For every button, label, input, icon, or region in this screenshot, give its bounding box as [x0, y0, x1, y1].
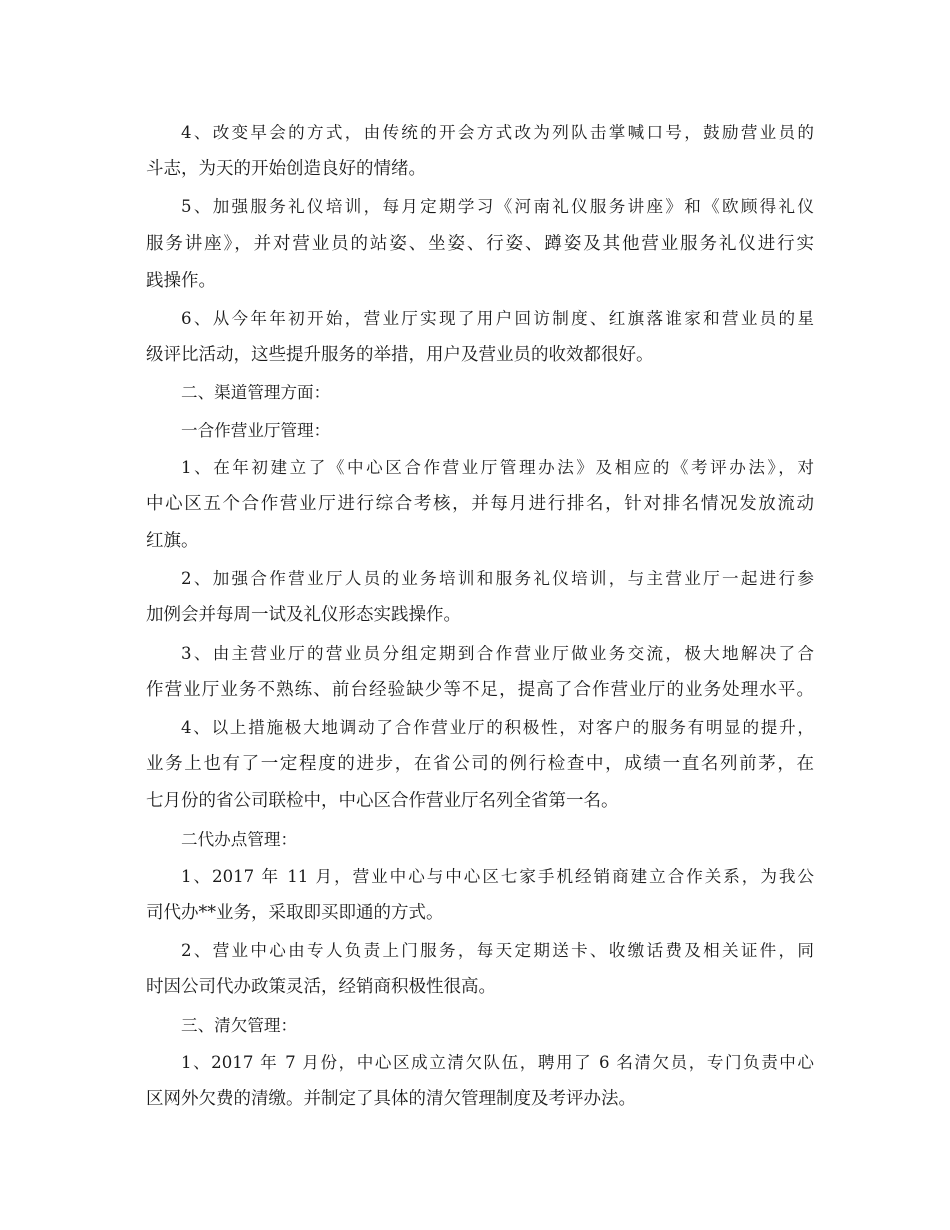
- text-line: 1、2017 年 11 月，营业中心与中心区七家手机经销商建立合作关系，为我公: [181, 866, 814, 886]
- text-line: 司代办**业务，采取即买即通的方式。: [146, 902, 444, 923]
- text-line: 区网外欠费的清缴。并制定了具体的清欠管理制度及考评办法。: [146, 1088, 636, 1109]
- text-line: 5、加强服务礼仪培训，每月定期学习《河南礼仪服务讲座》和《欧顾得礼仪: [181, 197, 814, 217]
- text-line: 服务讲座》，并对营业员的站姿、坐姿、行姿、蹲姿及其他营业服务礼仪进行实: [146, 233, 814, 254]
- text-line: 1、在年初建立了《中心区合作营业厅管理办法》及相应的《考评办法》，对: [181, 457, 814, 477]
- text-line: 加例会并每周一试及礼仪形态实践操作。: [146, 605, 461, 626]
- text-line: 斗志，为天的开始创造良好的情绪。: [146, 159, 426, 180]
- text-line: 2、加强合作营业厅人员的业务培训和服务礼仪培训，与主营业厅一起进行参: [181, 569, 814, 589]
- text-line: 3、由主营业厅的营业员分组定期到合作营业厅做业务交流，极大地解决了合: [181, 643, 814, 663]
- text-line: 业务上也有了一定程度的进步，在省公司的例行检查中，成绩一直名列前茅，在: [146, 754, 814, 775]
- text-line: 红旗。: [146, 531, 199, 552]
- text-line: 1、2017 年 7 月份，中心区成立清欠队伍，聘用了 6 名清欠员，专门负责中心: [181, 1052, 814, 1072]
- text-line: 二代办点管理：: [181, 829, 298, 849]
- text-line: 作营业厅业务不熟练、前台经验缺少等不足，提高了合作营业厅的业务处理水平。: [146, 679, 814, 700]
- text-line: 二、渠道管理方面：: [181, 383, 331, 403]
- document-body: [146, 114, 814, 1118]
- text-line: 6、从今年年初开始，营业厅实现了用户回访制度、红旗落谁家和营业员的星: [181, 308, 814, 328]
- text-line: 时因公司代办政策灵活，经销商积极性很高。: [146, 977, 496, 998]
- text-line: 三、清欠管理：: [181, 1015, 298, 1035]
- text-line: 2、营业中心由专人负责上门服务，每天定期送卡、收缴话费及相关证件，同: [181, 941, 814, 961]
- text-line: 级评比活动，这些提升服务的举措，用户及营业员的收效都很好。: [146, 345, 654, 366]
- text-line: 4、以上措施极大地调动了合作营业厅的积极性，对客户的服务有明显的提升，: [181, 718, 814, 737]
- text-line: 践操作。: [146, 270, 216, 291]
- text-line: 七月份的省公司联检中，中心区合作营业厅名列全省第一名。: [146, 791, 619, 812]
- text-line: 一合作营业厅管理：: [181, 420, 331, 440]
- text-line: 中心区五个合作营业厅进行综合考核，并每月进行排名，针对排名情况发放流动: [146, 493, 814, 514]
- text-line: 4、改变早会的方式，由传统的开会方式改为列队击掌喊口号，鼓励营业员的: [181, 123, 814, 142]
